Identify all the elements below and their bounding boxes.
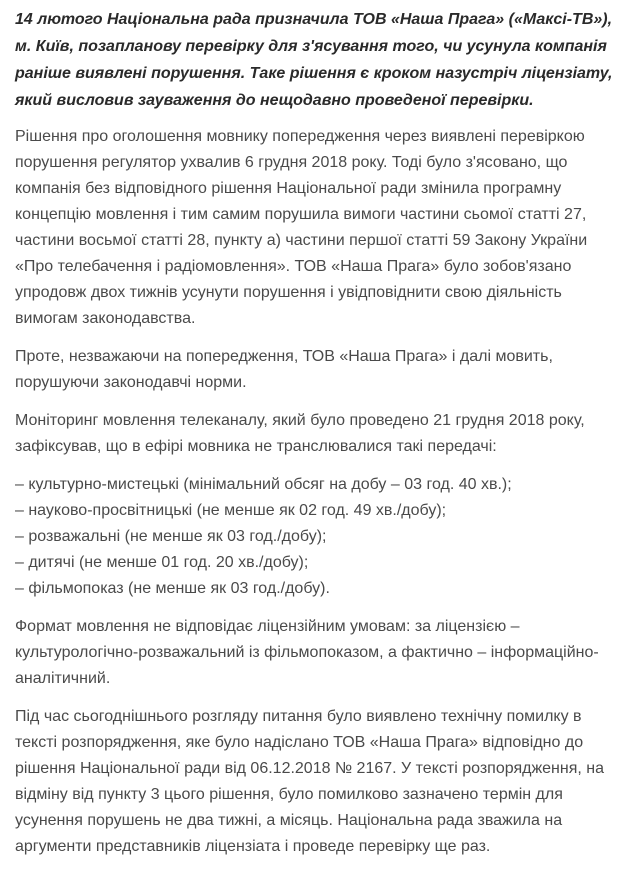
- missing-programs-list: [15, 472, 620, 602]
- article-body: [15, 6, 620, 872]
- list-item: – розважальні (не менше як 03 год./добу);: [15, 528, 327, 545]
- paragraph-continued-violation: Проте, незважаючи на попередження, ТОВ «Наша Прага» і далі мовить, порушуючи законодавчі норми.: [15, 348, 553, 391]
- paragraph-warning-decision: Рішення про оголошення мовнику попередження через виявлені перевіркою порушення регулятор ухвалив 6 грудня 2018 року. Тоді було з'ясовано, що компанія без відповідного рішення Національної ради змінила програмну концепцію мовлення і тим самим порушила вимоги частини сьомої статті 27, частини восьмої статті 28, пункту а) частини першої статті 59 Закону України «Про телебачення і радіомовлення». ТОВ «Наша Прага» було зобов'язано упродовж двох тижнів усунути порушення і увідповіднити свою діяльність вимогам законодавства.: [15, 128, 588, 327]
- list-item: – науково-просвітницькі (не менше як 02 год. 49 хв./добу);: [15, 502, 447, 519]
- list-item: – фільмопоказ (не менше як 03 год./добу).: [15, 580, 330, 597]
- paragraph-technical-error: Під час сьогоднішнього розгляду питання було виявлено технічну помилку в тексті розпорядження, яке було надіслано ТОВ «Наша Прага» відповідно до рішення Національної ради від 06.12.2018 № 2167. У тексті розпорядження, на відміну від пункту 3 цього рішення, було помилково зазначено термін для усунення порушень не два тижні, а місяць. Національна рада зважила на аргументи представників ліцензіата і проведе перевірку ще раз.: [15, 708, 604, 855]
- article-lead: 14 лютого Національна рада призначила ТОВ «Наша Прага» («Максі-ТВ»), м. Київ, позапланову перевірку для з'ясування того, чи усунула компанія раніше виявлені порушення. Таке рішення є кроком назустріч ліцензіату, який висловив зауваження до нещодавно проведеної перевірки.: [15, 11, 613, 109]
- paragraph-format-mismatch: Формат мовлення не відповідає ліцензійним умовам: за ліцензією – культурологічно-розважальний із фільмопоказом, а фактично – інформаційно-аналітичний.: [15, 618, 599, 687]
- list-item: – дитячі (не менше 01 год. 20 хв./добу);: [15, 554, 309, 571]
- list-item: – культурно-мистецькі (мінімальний обсяг на добу – 03 год. 40 хв.);: [15, 476, 512, 493]
- paragraph-monitoring: Моніторинг мовлення телеканалу, який було проведено 21 грудня 2018 року, зафіксував, що в ефірі мовника не транслювалися такі передачі:: [15, 412, 585, 455]
